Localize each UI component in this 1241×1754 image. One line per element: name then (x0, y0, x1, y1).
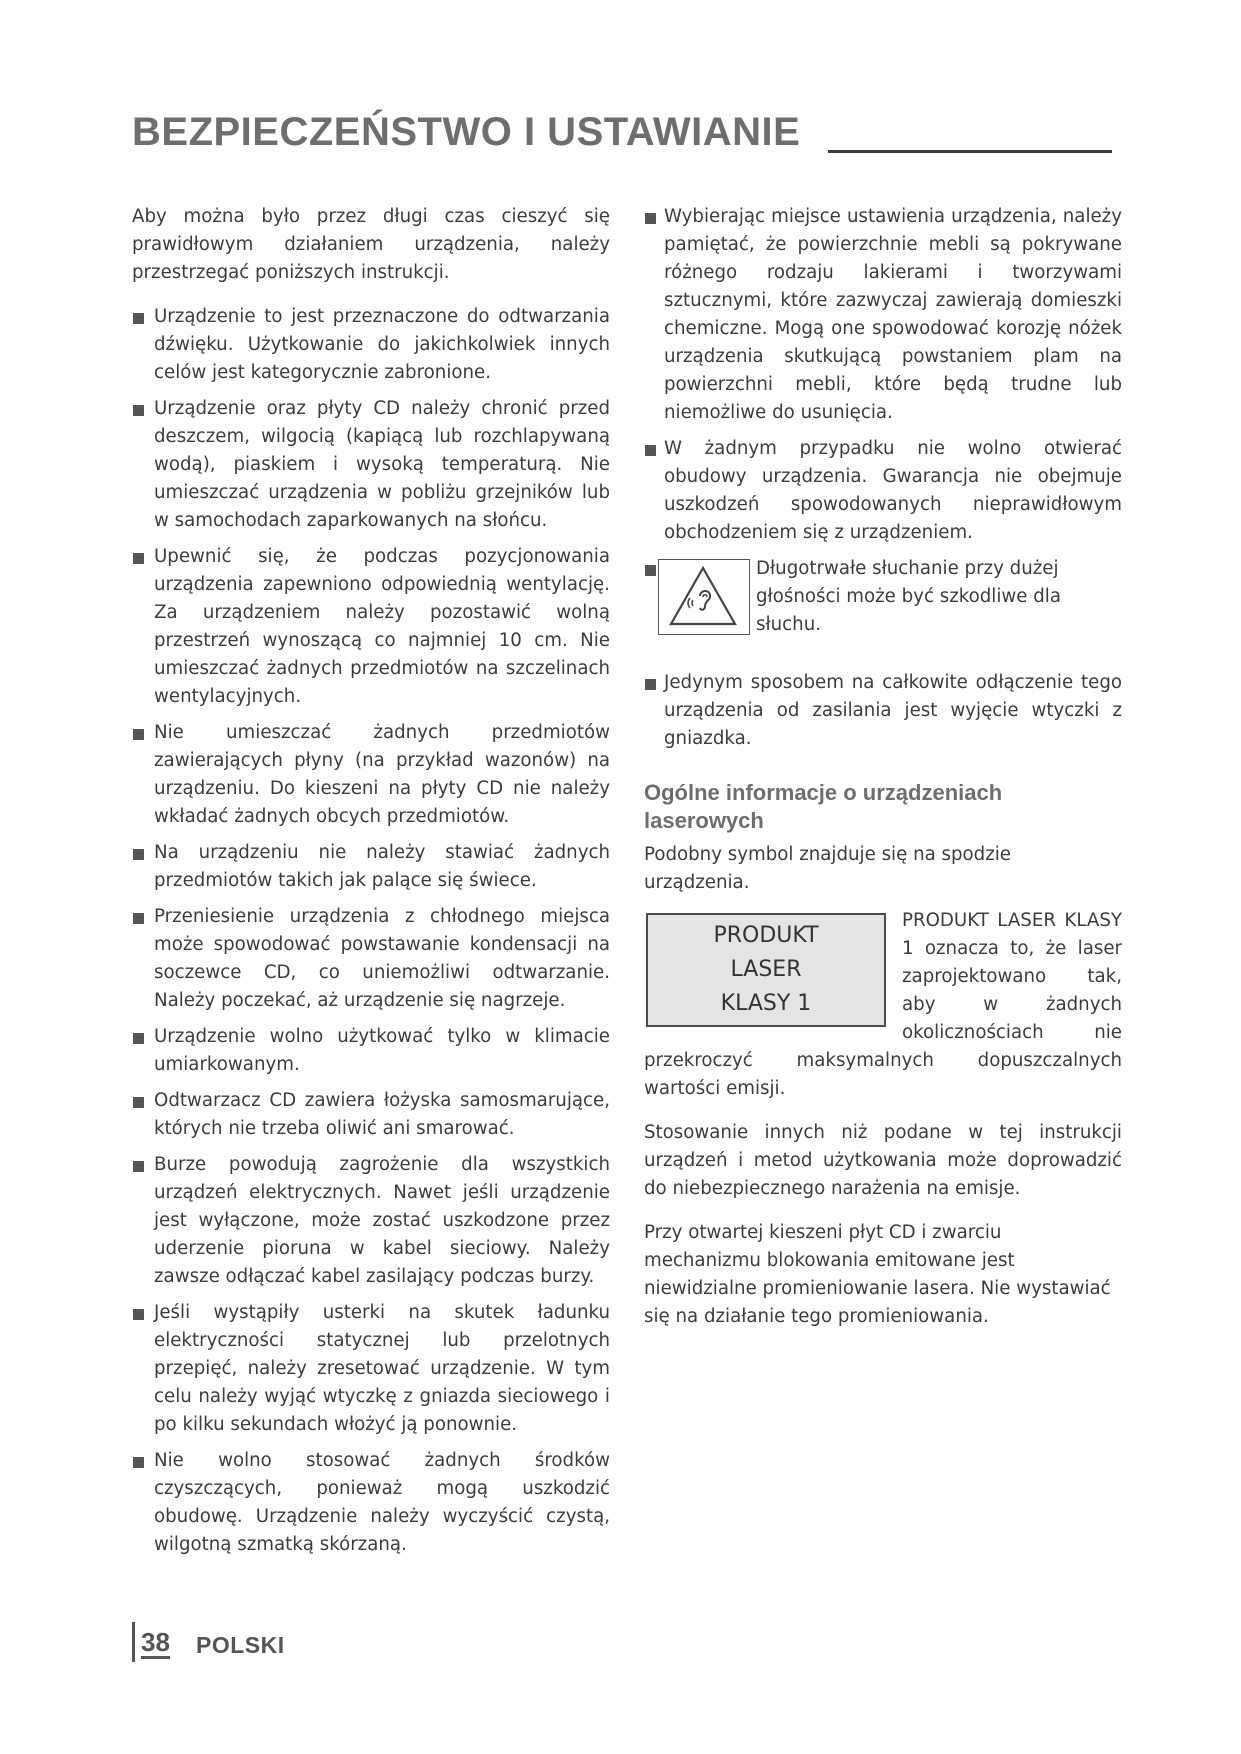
list-item: Na urządzeniu nie należy stawiać żadnych przedmiotów takich jak palące się świece. (132, 839, 610, 895)
hearing-warning (644, 555, 1122, 653)
paragraph-radiation: Przy otwartej kieszeni płyt CD i zwarciu mechanizmu blokowania emitowane jest niewidzialne promieniowanie lasera. Nie wystawiać się na działanie tego promieniowania. (644, 1222, 1111, 1327)
laser-label-line1: PRODUKT LASER (713, 923, 819, 982)
list-item: Jeśli wystąpiły usterki na skutek ładunku elektryczności statycznej lub przelotnych przepięć, należy zresetować urządzenie. W tym celu należy wyjąć wtyczkę z gniazda sieciowego i po kilku sekundach włożyć ją ponownie. (132, 1299, 610, 1439)
intro-paragraph: Aby można było przez długi czas cieszyć się prawidłowym działaniem urządzenia, należy przestrzegać poniższych instrukcji. (132, 206, 610, 283)
list-item: Upewnić się, że podczas pozycjonowania urządzenia zapewniono odpowiednią wentylację. Za urządzeniem należy pozostawić wolną przestrzeń wynoszącą co najmniej 10 cm. Nie umieszczać żadnych przedmiotów na szczelinach wentylacyjnych. (132, 543, 610, 711)
list-item: Nie umieszczać żadnych przedmiotów zawierających płyny (na przykład wazonów) na urządzeniu. Do kieszeni na płyty CD nie należy wkładać żadnych obcych przedmiotów. (132, 719, 610, 831)
page-number: 38 (141, 1627, 170, 1657)
paragraph-other-devices: Stosowanie innych niż podane w tej instrukcji urządzeń i metod użytkowania może doprowadzić do niebezpiecznego narażenia na emisje. (644, 1122, 1122, 1199)
title-rule (828, 150, 1112, 153)
laser-section-heading: Ogólne informacje o urządzeniach laserowych (644, 780, 1003, 833)
list-item: Odtwarzacz CD zawiera łożyska samosmarujące, których nie trzeba oliwić ani smarować. (132, 1087, 610, 1143)
list-item: Burze powodują zagrożenie dla wszystkich urządzeń elektrycznych. Nawet jeśli urządzenie jest wyłączone, może zostać uszkodzone przez uderzenie pioruna w kabel sieciowy. Należy zawsze odłączać kabel zasilający podczas burzy. (132, 1151, 610, 1291)
laser-class-block (644, 907, 1122, 1113)
list-item: W żadnym przypadku nie wolno otwierać obudowy urządzenia. Gwarancja nie obejmuje uszkodzeń spowodowanych nieprawidłowym obchodzeniem się z urządzeniem. (644, 435, 1122, 547)
list-item: Urządzenie wolno użytkować tylko w klimacie umiarkowanym. (132, 1023, 610, 1079)
list-item: Urządzenie to jest przeznaczone do odtwarzania dźwięku. Użytkowanie do jakichkolwiek innych celów jest kategorycznie zabronione. (132, 303, 610, 387)
laser-class-label (646, 913, 886, 1027)
hearing-warning-text: Długotrwałe słuchanie przy dużej głośności może być szkodliwe dla słuchu. (756, 558, 1062, 635)
footer-bar (132, 1622, 135, 1662)
list-item: Wybierając miejsce ustawienia urządzenia, należy pamiętać, że powierzchnie mebli są pokrywane różnego rodzaju lakierami i tworzywami sztucznymi, które zazwyczaj zawierają domieszki chemiczne. Mogą one spowodować korozję nóżek urządzenia skutkującą powstaniem plam na powierzchni mebli, które będą trudne lub niemożliwe do usunięcia. (644, 203, 1122, 427)
right-column (644, 203, 1122, 1341)
list-item: Nie wolno stosować żadnych środków czyszczących, ponieważ mogą uszkodzić obudowę. Urządzenie należy wyczyścić czystą, wilgotną szmatką skórzaną. (132, 1447, 610, 1559)
list-item: Urządzenie oraz płyty CD należy chronić przed deszczem, wilgocią (kapiącą lub rozchlapywaną wodą), piaskiem i wysoką temperaturą. Nie umieszczać urządzenia w pobliżu grzejników lub w samochodach zaparkowanych na słońcu. (132, 395, 610, 535)
hearing-warning-icon (658, 559, 750, 635)
laser-class-text: PRODUKT LASER KLASY 1 oznacza to, że laser zaprojektowano tak, aby w żadnych okolicznościach nie przekroczyć maksymalnych dopuszczalnych wartości emisji. (644, 910, 1122, 1099)
list-item: Jedynym sposobem na całkowite odłączenie tego urządzenia od zasilania jest wyjęcie wtyczki z gniazdka. (644, 669, 1122, 753)
left-column (132, 203, 610, 1567)
laser-symbol-intro: Podobny symbol znajduje się na spodzie urządzenia. (644, 844, 1011, 893)
page-title: BEZPIECZEŃSTWO I USTAWIANIE (132, 110, 801, 154)
bullet-square (645, 565, 656, 576)
laser-label-line2: KLASY 1 (720, 991, 812, 1016)
language-label: POLSKI (196, 1632, 285, 1658)
list-item: Przeniesienie urządzenia z chłodnego miejsca może spowodować powstawanie kondensacji na soczewce CD, co uniemożliwi odtwarzanie. Należy poczekać, aż urządzenie się nagrzeje. (132, 903, 610, 1015)
